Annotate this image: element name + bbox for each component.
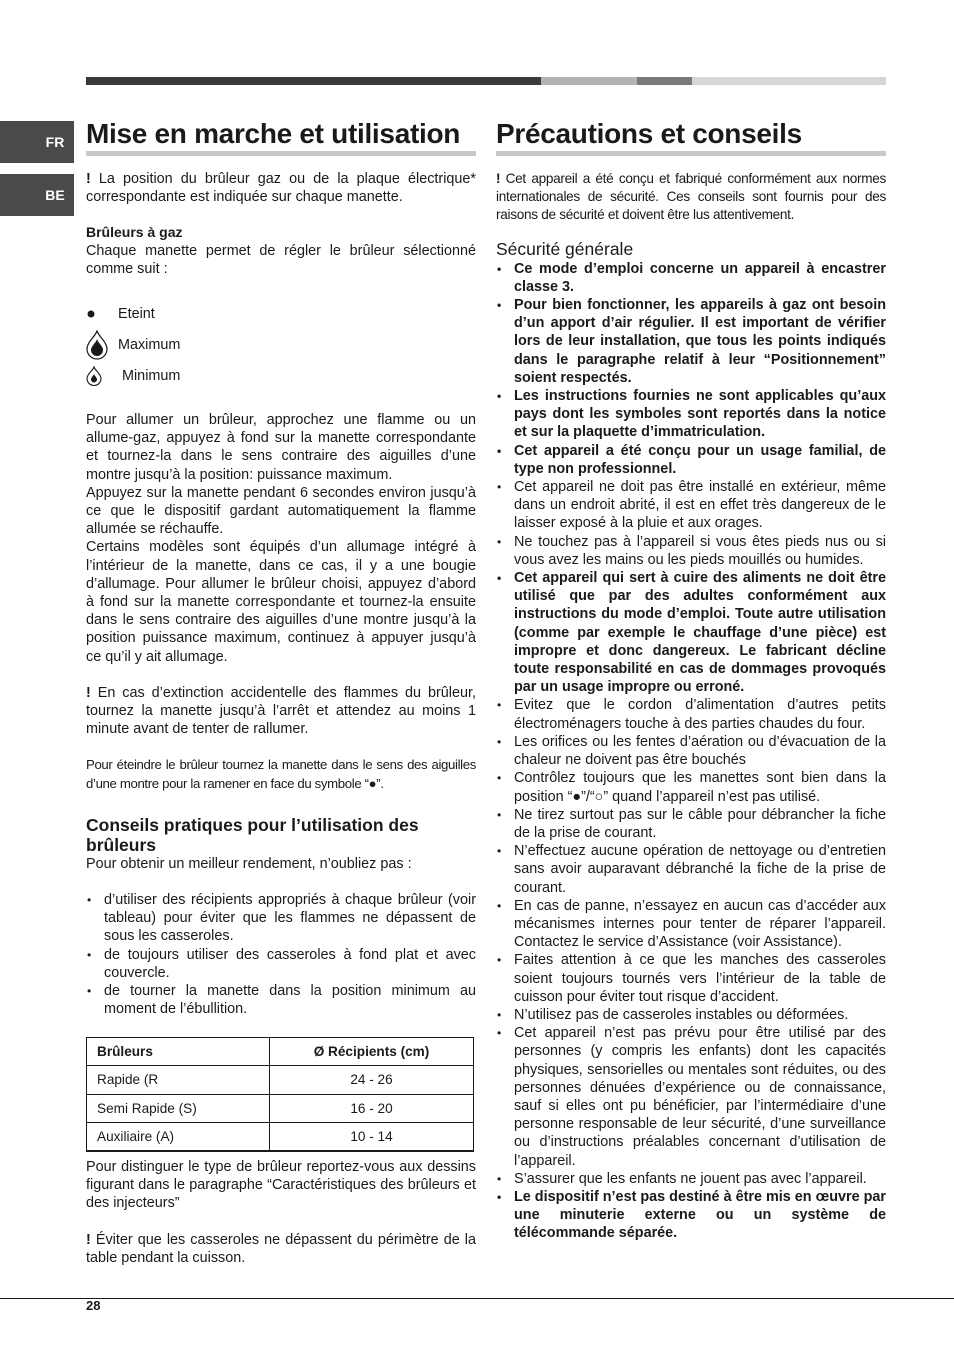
small-flame-icon: [86, 366, 118, 386]
list-item: • Cet appareil qui sert à cuire des aliments ne doit être utilisé que par des adultes conformément aux instructions du mode d’emploi. Toute autre utilisation (comme par exemple le chauffage d’une pièce) est impropre et donc dangereux. Le fabricant décline toute responsabilité en cas de dommages provoqués par un usage impropre ou erroné.: [496, 569, 886, 696]
tips-intro: Pour obtenir un meilleur rendement, n’oubliez pas :: [86, 855, 412, 872]
filled-dot-icon: [86, 309, 118, 319]
burner-table: [86, 1037, 474, 1153]
list-item: • de tourner la manette dans la position minimum au moment de l’ébullition.: [86, 982, 476, 1018]
list-item: • S’assurer que les enfants ne jouent pas avec l’appareil.: [496, 1170, 886, 1188]
extinction-warning: ! En cas d’extinction accidentelle des flammes du brûleur, tournez la manette jusqu’à l’arrêt et attendez au moins 1 minute avant de tenter de rallumer.: [86, 684, 476, 738]
symbol-off: Eteint: [86, 298, 476, 329]
gas-burners-heading: Brûleurs à gaz: [86, 224, 183, 241]
list-item: • Contrôlez toujours que les manettes sont bien dans la position “●”/“○” quand l’appareil n’est pas utilisé.: [496, 769, 886, 805]
list-item: • Pour bien fonctionner, les appareils à gaz ont besoin d’un apport d’air régulier. Il est important de vérifier lors de leur installation, que tous les points indiqués dans le paragraphe relatif à leur “Positionnement” soient respectés.: [496, 296, 886, 387]
precautions-intro: ! Cet appareil a été conçu et fabriqué conformément aux normes internationales de sécurité. Ces conseils sont fournis pour des raisons de sécurité et doivent être lus attentivement.: [496, 171, 886, 223]
large-flame-icon: [86, 330, 118, 360]
pan-warning: ! Éviter que les casseroles ne dépassent du périmètre de la table pendant la cuisson.: [86, 1231, 476, 1266]
symbol-max: Maximum: [86, 329, 476, 360]
safety-list: [496, 260, 886, 1243]
list-item: • Le dispositif n’est pas destiné à être mis en œuvre par une minuterie externe ou un système de télécommande séparée.: [496, 1188, 886, 1243]
ignition-paragraph: Pour allumer un brûleur, approchez une flamme ou un allume-gaz, appuyez à fond sur la manette correspondante et tournez-la dans le sens contraire des aiguilles d’une montre jusqu’à la position: puissance maximum.: [86, 412, 476, 483]
language-tab-fr: FR: [0, 121, 74, 163]
list-item: • Evitez que le cordon d’alimentation d’autres petits électroménagers touche à des parties chaudes du four.: [496, 696, 886, 732]
table-header: Ø Récipients (cm): [270, 1037, 474, 1066]
gas-burners-text: Chaque manette permet de régler le brûleur sélectionné comme suit :: [86, 242, 476, 277]
list-item: • Faites attention à ce que les manches des casseroles soient toujours tournés vers l’intérieur de la table de cuisson pour éviter tout risque d’accident.: [496, 951, 886, 1006]
section-title-usage: Mise en marche et utilisation: [86, 117, 476, 156]
language-tab-be: BE: [0, 174, 74, 216]
list-item: • Cet appareil a été conçu pour un usage familial, de type non professionnel.: [496, 442, 886, 478]
table-row: Auxiliaire (A) 10 - 14: [87, 1123, 474, 1152]
turn-off-paragraph: Pour éteindre le brûleur tournez la manette dans le sens des aiguilles d’une montre pour la ramener en face du symbole “●”.: [86, 757, 476, 791]
list-item: • Cet appareil ne doit pas être installé en extérieur, même dans un endroit abrité, il est en effet très dangereux de le laisser exposé à la pluie et aux orages.: [496, 478, 886, 533]
table-row: Semi Rapide (S) 16 - 20: [87, 1094, 474, 1123]
list-item: • d’utiliser des récipients appropriés à chaque brûleur (voir tableau) pour éviter que les flammes ne dépassent de sous les casseroles.: [86, 891, 476, 946]
table-row: Rapide (R 24 - 26: [87, 1066, 474, 1095]
list-item: • Les instructions fournies ne sont applicables qu’aux pays dont les symboles sont reportés dans la notice et sur la plaquette d’immatriculation.: [496, 387, 886, 442]
footer-rule: [0, 1298, 954, 1299]
table-header: Brûleurs: [87, 1037, 270, 1066]
tips-heading: Conseils pratiques pour l’utilisation des brûleurs: [86, 814, 419, 855]
list-item: • Ne touchez pas à l’appareil si vous êtes pieds nus ou si vous avez les mains ou les pieds mouillés ou humides.: [496, 533, 886, 569]
list-item: • Ne tirez surtout pas sur le câble pour débrancher la fiche de la prise de courant.: [496, 806, 886, 842]
integrated-ignition-paragraph: Certains modèles sont équipés d’un allumage intégré à l’intérieur de la manette, dans ce cas, il y a une bougie d’allumage. Pour allumer le brûleur choisi, appuyez d’abord à fond sur la manette correspondante et tournez-la ensuite dans le sens contraire des aiguilles d’une montre jusqu’à la position puissance maximum, continuez à appuyer jusqu’à ce qu’il y ait allumage.: [86, 539, 476, 665]
right-column: [496, 117, 886, 1243]
table-header-row: [87, 1037, 474, 1066]
list-item: • Cet appareil n’est pas prévu pour être utilisé par des personnes (y compris les enfants) dont les capacités physiques, sensorielles ou mentales sont réduites, ou des personnes dénuées d’expérience ou de connaissance, sauf si elles ont pu bénéficier, par l’intermédiaire d’une personne responsable de leur sécurité, d’une surveillance ou d’instructions préalables concernant d’utilisation de l’appareil.: [496, 1024, 886, 1170]
general-safety-heading: Sécurité générale: [496, 238, 634, 259]
list-item: • N’utilisez pas de casseroles instables ou déformées.: [496, 1006, 886, 1024]
symbol-min: Minimum: [86, 360, 476, 391]
intro-paragraph: ! La position du brûleur gaz ou de la plaque électrique* correspondante est indiquée sur chaque manette.: [86, 171, 476, 206]
tips-list: [86, 891, 476, 1018]
list-item: • Ce mode d’emploi concerne un appareil à encastrer classe 3.: [496, 260, 886, 296]
symbol-list: [86, 298, 476, 391]
page-number: 28: [86, 1298, 101, 1313]
list-item: • N’effectuez aucune opération de nettoyage ou d’entretien sans avoir auparavant débranché la fiche de la prise de courant.: [496, 842, 886, 897]
hold-paragraph: Appuyez sur la manette pendant 6 secondes environ jusqu’à ce que le dispositif gardant automatiquement la flamme allumée se réchauffe.: [86, 484, 476, 538]
left-column: [86, 117, 476, 1267]
burner-type-paragraph: Pour distinguer le type de brûleur reportez-vous aux dessins figurant dans le paragraphe “Caractéristiques des brûleurs et des injecteurs”: [86, 1159, 476, 1212]
header-color-bar: [86, 77, 886, 85]
list-item: • de toujours utiliser des casseroles à fond plat et avec couvercle.: [86, 946, 476, 982]
section-title-precautions: Précautions et conseils: [496, 117, 886, 156]
list-item: • Les orifices ou les fentes d’aération ou d’évacuation de la chaleur ne doivent pas être bouchés: [496, 733, 886, 769]
list-item: • En cas de panne, n’essayez en aucun cas d’accéder aux mécanismes internes pour tenter de réparer l’appareil. Contactez le service d’Assistance (voir Assistance).: [496, 897, 886, 952]
